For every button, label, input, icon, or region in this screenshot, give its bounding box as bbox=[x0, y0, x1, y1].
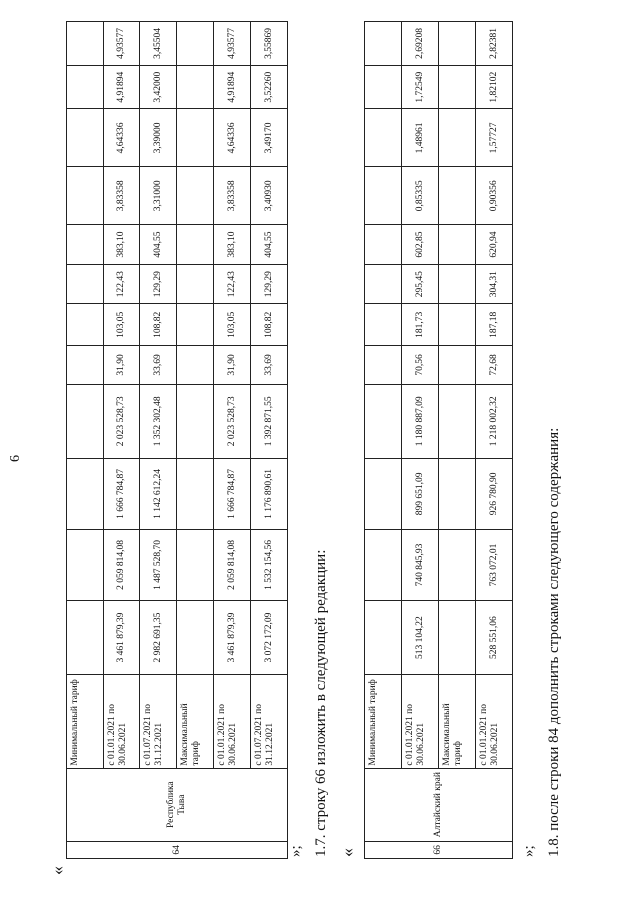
value-cell: 1 666 784,87 bbox=[104, 458, 140, 529]
value-cell bbox=[177, 264, 214, 304]
value-cell: 3,42000 bbox=[140, 65, 177, 109]
period-label-cell: с 01.01.2021 по 30.06.2021 bbox=[104, 675, 140, 768]
value-cell: 3,40930 bbox=[251, 167, 288, 225]
value-cell bbox=[439, 22, 476, 66]
value-cell: 0,90356 bbox=[476, 167, 513, 225]
value-cell bbox=[67, 346, 104, 385]
value-cell: 1,48961 bbox=[402, 109, 439, 167]
value-cell bbox=[67, 65, 104, 109]
heading-1-8: 1.8. после строки 84 дополнить строками следующего содержания: bbox=[546, 427, 562, 857]
value-cell: 304,31 bbox=[476, 264, 513, 304]
value-cell bbox=[365, 601, 402, 675]
value-cell bbox=[177, 109, 214, 167]
value-cell: 31,90 bbox=[214, 346, 251, 385]
value-cell bbox=[67, 109, 104, 167]
value-cell: 404,55 bbox=[140, 225, 177, 265]
period-label-cell: Минимальный тариф bbox=[365, 675, 402, 768]
table-row bbox=[177, 22, 214, 859]
quote-close-1: »; bbox=[288, 845, 304, 857]
region-name-cell: Республика Тыва bbox=[67, 768, 288, 841]
period-label-cell: Минимальный тариф bbox=[67, 675, 104, 768]
table-row bbox=[67, 22, 104, 859]
value-cell: 103,05 bbox=[214, 304, 251, 346]
value-cell bbox=[67, 458, 104, 529]
value-cell: 1 142 612,24 bbox=[140, 458, 177, 529]
quote-open-1: « bbox=[47, 866, 67, 875]
value-cell bbox=[439, 458, 476, 529]
value-cell: 72,68 bbox=[476, 346, 513, 385]
value-cell: 33,69 bbox=[140, 346, 177, 385]
row-number-cell: 66 bbox=[365, 841, 513, 858]
period-label-cell: Максимальный тариф bbox=[439, 675, 476, 768]
value-cell bbox=[365, 22, 402, 66]
value-cell bbox=[365, 65, 402, 109]
value-cell: 2,82381 bbox=[476, 22, 513, 66]
value-cell bbox=[67, 22, 104, 66]
value-cell: 187,18 bbox=[476, 304, 513, 346]
value-cell bbox=[365, 225, 402, 265]
value-cell bbox=[177, 304, 214, 346]
table-row bbox=[365, 22, 402, 859]
value-cell: 181,73 bbox=[402, 304, 439, 346]
value-cell: 70,56 bbox=[402, 346, 439, 385]
value-cell: 1 180 887,09 bbox=[402, 384, 439, 458]
value-cell bbox=[365, 346, 402, 385]
value-cell bbox=[439, 384, 476, 458]
value-cell: 383,10 bbox=[214, 225, 251, 265]
value-cell bbox=[365, 384, 402, 458]
value-cell bbox=[439, 109, 476, 167]
value-cell: 1,72549 bbox=[402, 65, 439, 109]
value-cell: 2,69208 bbox=[402, 22, 439, 66]
value-cell bbox=[439, 601, 476, 675]
value-cell: 620,94 bbox=[476, 225, 513, 265]
value-cell: 103,05 bbox=[104, 304, 140, 346]
value-cell: 3,45504 bbox=[140, 22, 177, 66]
value-cell: 0,85335 bbox=[402, 167, 439, 225]
value-cell bbox=[177, 22, 214, 66]
value-cell: 926 780,90 bbox=[476, 458, 513, 529]
value-cell: 3,39000 bbox=[140, 109, 177, 167]
value-cell: 31,90 bbox=[104, 346, 140, 385]
page-number: 6 bbox=[8, 455, 23, 462]
value-cell bbox=[439, 167, 476, 225]
value-cell bbox=[67, 225, 104, 265]
value-cell bbox=[365, 458, 402, 529]
value-cell: 129,29 bbox=[140, 264, 177, 304]
value-cell: 2 059 814,08 bbox=[104, 529, 140, 600]
value-cell: 4,91894 bbox=[104, 65, 140, 109]
value-cell bbox=[177, 167, 214, 225]
period-label-cell: с 01.01.2021 по 30.06.2021 bbox=[402, 675, 439, 768]
value-cell: 2 059 814,08 bbox=[214, 529, 251, 600]
value-cell bbox=[439, 264, 476, 304]
value-cell bbox=[67, 384, 104, 458]
value-cell: 4,64336 bbox=[214, 109, 251, 167]
table-row bbox=[476, 22, 513, 859]
period-label-cell: с 01.07.2021 по 31.12.2021 bbox=[251, 675, 288, 768]
region-name-cell: Алтайский край bbox=[365, 768, 513, 841]
value-cell: 740 845,93 bbox=[402, 529, 439, 600]
value-cell: 1 176 890,61 bbox=[251, 458, 288, 529]
value-cell: 1 532 154,56 bbox=[251, 529, 288, 600]
value-cell bbox=[439, 65, 476, 109]
value-cell bbox=[365, 304, 402, 346]
value-cell bbox=[67, 529, 104, 600]
value-cell: 404,55 bbox=[251, 225, 288, 265]
value-cell bbox=[439, 346, 476, 385]
value-cell bbox=[177, 225, 214, 265]
value-cell: 1,57727 bbox=[476, 109, 513, 167]
value-cell: 1 352 302,48 bbox=[140, 384, 177, 458]
value-cell: 2 023 528,73 bbox=[214, 384, 251, 458]
heading-1-7: 1.7. строку 66 изложить в следующей редакции: bbox=[313, 549, 329, 857]
value-cell: 3 461 879,39 bbox=[214, 601, 251, 675]
value-cell bbox=[177, 346, 214, 385]
value-cell: 108,82 bbox=[251, 304, 288, 346]
quote-open-2: « bbox=[337, 848, 357, 857]
value-cell: 295,45 bbox=[402, 264, 439, 304]
value-cell: 602,85 bbox=[402, 225, 439, 265]
table-row bbox=[104, 22, 140, 859]
value-cell: 1,82102 bbox=[476, 65, 513, 109]
period-label-cell: Максимальный тариф bbox=[177, 675, 214, 768]
value-cell: 1 666 784,87 bbox=[214, 458, 251, 529]
value-cell bbox=[67, 264, 104, 304]
value-cell: 383,10 bbox=[104, 225, 140, 265]
tariff-table-row-66 bbox=[364, 21, 513, 859]
value-cell bbox=[177, 601, 214, 675]
value-cell: 2 982 691,35 bbox=[140, 601, 177, 675]
value-cell bbox=[439, 304, 476, 346]
value-cell: 122,43 bbox=[214, 264, 251, 304]
value-cell: 129,29 bbox=[251, 264, 288, 304]
row-number-cell: 64 bbox=[67, 841, 288, 858]
value-cell: 4,93577 bbox=[214, 22, 251, 66]
value-cell: 1 392 871,55 bbox=[251, 384, 288, 458]
period-label-cell: с 01.01.2021 по 30.06.2021 bbox=[476, 675, 513, 768]
table-row bbox=[439, 22, 476, 859]
value-cell: 108,82 bbox=[140, 304, 177, 346]
value-cell bbox=[67, 601, 104, 675]
value-cell: 528 551,06 bbox=[476, 601, 513, 675]
tariff-table-row-64 bbox=[66, 21, 288, 859]
value-cell bbox=[177, 529, 214, 600]
period-label-cell: с 01.01.2021 по 30.06.2021 bbox=[214, 675, 251, 768]
value-cell: 1 218 002,32 bbox=[476, 384, 513, 458]
value-cell: 4,91894 bbox=[214, 65, 251, 109]
value-cell bbox=[67, 304, 104, 346]
value-cell: 3,52260 bbox=[251, 65, 288, 109]
value-cell bbox=[177, 384, 214, 458]
value-cell bbox=[365, 109, 402, 167]
value-cell: 3,83358 bbox=[214, 167, 251, 225]
period-label-cell: с 01.07.2021 по 31.12.2021 bbox=[140, 675, 177, 768]
value-cell: 122,43 bbox=[104, 264, 140, 304]
value-cell: 4,93577 bbox=[104, 22, 140, 66]
value-cell bbox=[67, 167, 104, 225]
table-row bbox=[251, 22, 288, 859]
value-cell bbox=[365, 529, 402, 600]
value-cell bbox=[439, 529, 476, 600]
table-row bbox=[140, 22, 177, 859]
table-row bbox=[402, 22, 439, 859]
value-cell bbox=[177, 65, 214, 109]
value-cell: 3,55869 bbox=[251, 22, 288, 66]
value-cell: 513 104,22 bbox=[402, 601, 439, 675]
value-cell bbox=[365, 264, 402, 304]
value-cell: 763 072,01 bbox=[476, 529, 513, 600]
value-cell: 1 487 528,70 bbox=[140, 529, 177, 600]
quote-close-2: »; bbox=[521, 845, 537, 857]
value-cell: 4,64336 bbox=[104, 109, 140, 167]
value-cell: 3 072 172,09 bbox=[251, 601, 288, 675]
value-cell: 3 461 879,39 bbox=[104, 601, 140, 675]
value-cell bbox=[439, 225, 476, 265]
value-cell bbox=[365, 167, 402, 225]
value-cell: 2 023 528,73 bbox=[104, 384, 140, 458]
table-row bbox=[214, 22, 251, 859]
value-cell: 899 651,09 bbox=[402, 458, 439, 529]
value-cell: 3,31000 bbox=[140, 167, 177, 225]
value-cell: 33,69 bbox=[251, 346, 288, 385]
value-cell bbox=[177, 458, 214, 529]
value-cell: 3,49170 bbox=[251, 109, 288, 167]
value-cell: 3,83358 bbox=[104, 167, 140, 225]
